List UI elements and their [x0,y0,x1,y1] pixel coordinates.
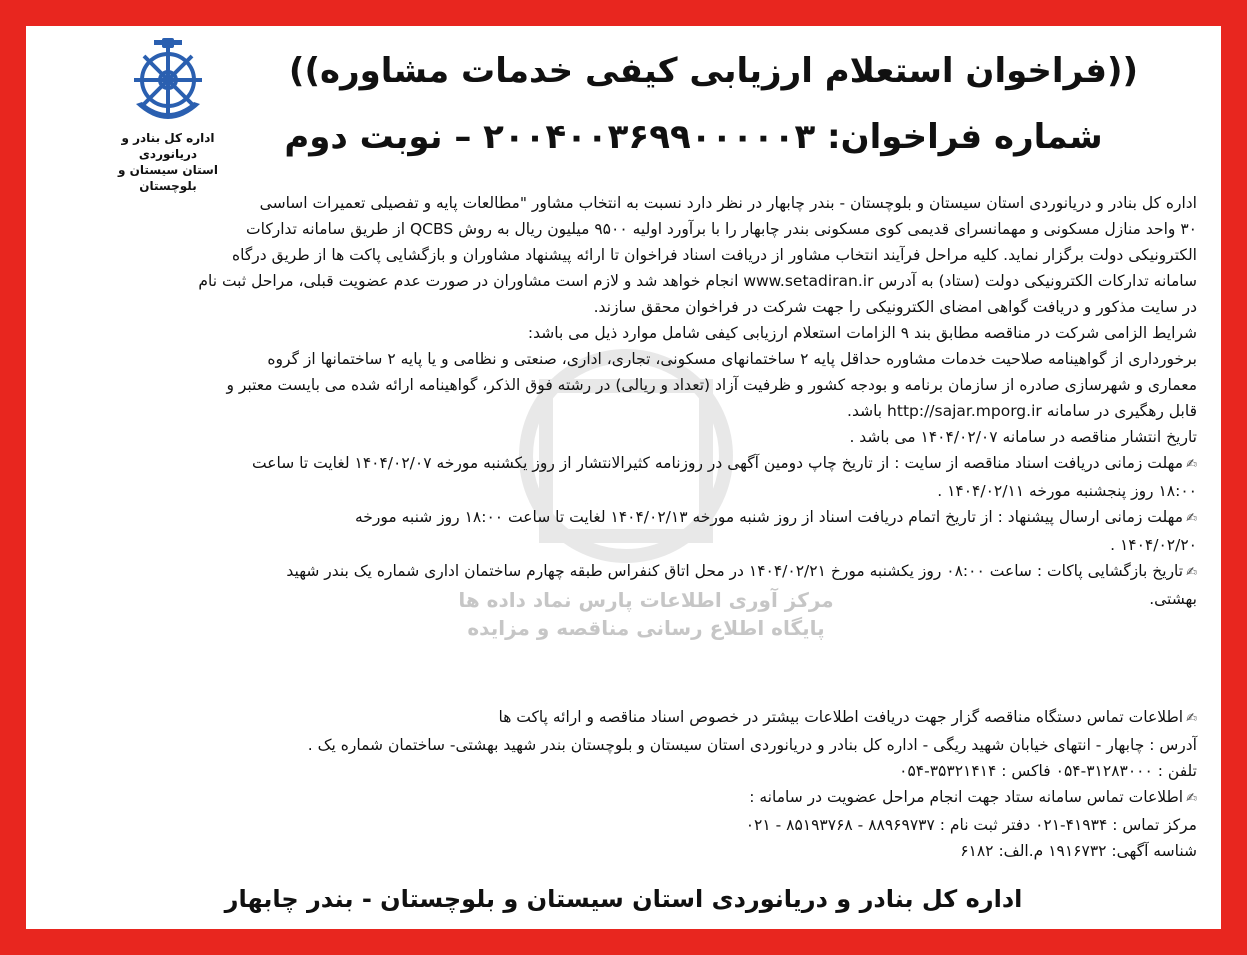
contact-heading-row [46,704,1197,732]
pen-hand-icon: ✍ [1186,511,1197,526]
setad-phone-row [46,812,1197,838]
conditions-paragraph [46,320,1197,450]
logo-org-line1: اداره کل بنادر و دریانوردی [121,131,215,161]
logo-org-line2: استان سیستان و بلوچستان [118,163,218,193]
condition-line: شرایط الزامی شرکت در مناقصه مطابق بند ۹ الزامات استعلام ارزیابی کیفی شامل موارد ذیل می باشد: [527,324,1197,342]
condition-line: تاریخ انتشار مناقصه در سامانه ۱۴۰۴/۰۲/۰۷ می باشد . [849,428,1197,446]
intro-line: الکترونیکی دولت برگزار نماید. کلیه مراحل فرآیند انتخاب مشاور از دریافت اسناد فراخوان تا ارائه پیشنهاد مشاوران و بازگشایی پاکت ها از طریق درگاه [232,246,1197,264]
contact-heading: اطلاعات تماس دستگاه مناقصه گزار جهت دریافت اطلاعات بیشتر در خصوص اسناد مناقصه و ارائه پاکت ها [498,708,1184,726]
ad-identifier: شناسه آگهی: ۱۹۱۶۷۳۲ م.الف: ۶۱۸۲ [960,842,1197,860]
announcement [26,26,1221,929]
watermark-line1: مرکز آوری اطلاعات پارس نماد داده ها [458,588,834,612]
announcement-body [46,190,1197,612]
setad-heading: اطلاعات تماس سامانه ستاد جهت انجام مراحل عضویت در سامانه : [749,788,1184,806]
announcement-number: شماره فراخوان: ۲۰۰۴۰۰۳۶۹۹۰۰۰۰۰۳ – نوبت دوم [284,117,1103,157]
contact-fax: فاکس : ۳۵۳۲۱۴۱۴-۰۵۴ [899,762,1051,780]
intro-line: در سایت مذکور و دریافت گواهی امضای الکترونیکی را جهت شرکت در فراخوان محقق سازند. [593,298,1197,316]
pen-hand-icon: ✍ [1186,791,1197,806]
deadline-line [46,558,1197,586]
contact-phone-row [46,758,1197,784]
intro-line: اداره کل بنادر و دریانوردی استان سیستان و بلوچستان - بندر چابهار در نظر دارد نسبت به انتخاب مشاور "مطالعات پایه و تفصیلی تعمیرات اساسی [259,194,1197,212]
pen-hand-icon: ✍ [1186,711,1197,726]
condition-line: برخورداری از گواهینامه صلاحیت خدمات مشاوره حداقل پایه ۲ ساختمانهای مسکونی، تجاری، اداری، صنعتی و نظامی و یا پایه ۲ ساختمانها از گروه [267,350,1197,368]
condition-line: قابل رهگیری در سامانه http://sajar.mporg.ir باشد. [847,402,1197,420]
deadline-text: مهلت زمانی ارسال پیشنهاد : از تاریخ اتمام دریافت اسناد از روز شنبه مورخه ۱۴۰۴/۰۲/۱۳ لغایت تا ساعت ۱۸:۰۰ روز شنبه مورخه [355,508,1184,526]
deadline-line: بهشتی. [1149,590,1197,608]
deadline-line [46,450,1197,478]
deadline-text: تاریخ بازگشایی پاکات : ساعت ۰۸:۰۰ روز یکشنبه مورخ ۱۴۰۴/۰۲/۲۱ در محل اتاق کنفراس طبقه چهارم ساختمان اداری شماره یک بندر شهید [286,562,1184,580]
setad-call-center: مرکز تماس : ۴۱۹۳۴-۰۲۱ [1035,816,1197,834]
deadline-line: ۱۴۰۴/۰۲/۲۰ . [1110,536,1197,554]
footer-signature: اداره کل بنادر و دریانوردی استان سیستان و بلوچستان - بندر چابهار [224,885,1023,913]
deadline-line: ۱۸:۰۰ روز پنجشنبه مورخه ۱۴۰۴/۰۲/۱۱ . [937,482,1197,500]
intro-paragraph [46,190,1197,320]
contact-phone: تلفن : ۳۱۲۸۳۰۰۰-۰۵۴ [1055,762,1197,780]
watermark-line2: پایگاه اطلاع رسانی مناقصه و مزایده [467,616,825,640]
deadline-text: مهلت زمانی دریافت اسناد مناقصه از سایت : از تاریخ چاپ دومین آگهی در روزنامه کثیرالانتشار از روز یکشنبه مورخه ۱۴۰۴/۰۲/۰۷ لغایت تا ساعت [252,454,1184,472]
setad-register-office: دفتر ثبت نام : ۸۸۹۶۹۷۳۷ - ۸۵۱۹۳۷۶۸ - ۰۲۱ [745,816,1031,834]
contact-address: آدرس : چابهار - انتهای خیابان شهید ریگی - اداره کل بنادر و دریانوردی استان سیستان و بلوچستان بندر شهید بهشتی- ساختمان شماره یک . [307,736,1197,754]
contact-section [46,704,1197,864]
condition-line: معماری و شهرسازی صادره از سازمان برنامه و بودجه کشور و ظرفیت آزاد (تعداد و ریالی) در رشته فوق الذکر، گواهینامه ارائه شده می بایست معتبر و [226,376,1197,394]
intro-line: سامانه تدارکات الکترونیکی دولت (ستاد) به آدرس www.setadiran.ir انجام خواهد شد و لازم است مشاوران در صورت عدم عضویت قبلی، مراحل ثبت نام [198,272,1197,290]
org-logo [98,34,238,193]
watermark-text [456,586,836,642]
anchor-wheel-icon [126,34,210,130]
pen-hand-icon: ✍ [1186,457,1197,472]
pen-hand-icon: ✍ [1186,565,1197,580]
deadline-line [46,504,1197,532]
intro-line: ۳۰ واحد منازل مسکونی و مهمانسرای قدیمی کوی مسکونی بندر چابهار را با برآورد اولیه ۹۵۰۰ میلیون ریال به روش QCBS از طریق سامانه تدارکات [246,220,1197,238]
setad-heading-row [46,784,1197,812]
announcement-title: ((فراخوان استعلام ارزیابی کیفی خدمات مشاوره)) [288,51,1139,91]
